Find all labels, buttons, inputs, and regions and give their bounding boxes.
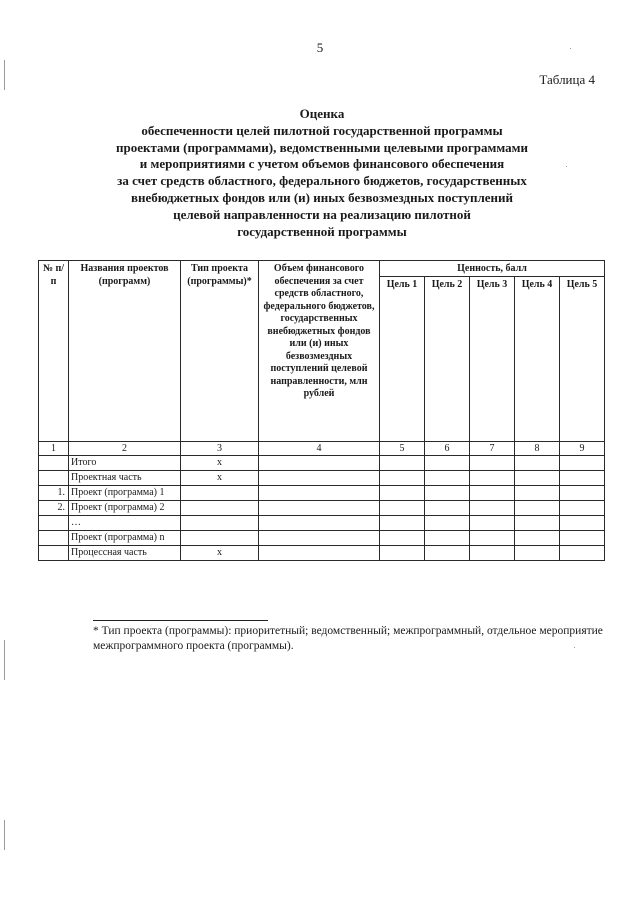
col-header-value-group: Ценность, балл [380, 261, 605, 277]
row-number [39, 456, 69, 471]
column-number-row [39, 442, 605, 456]
column-number: 4 [259, 442, 380, 456]
row-volume [259, 456, 380, 471]
row-goal-5 [560, 516, 605, 531]
column-number: 9 [560, 442, 605, 456]
row-goal-4 [515, 486, 560, 501]
row-name: Проектная часть [69, 471, 181, 486]
col-header-type: Тип проекта (программы)* [181, 261, 259, 442]
column-number: 1 [39, 442, 69, 456]
heading-line: целевой направленности на реализацию пилотной [173, 206, 471, 222]
table-row [39, 471, 605, 486]
row-goal-1 [380, 531, 425, 546]
row-name: Проект (программа) n [69, 531, 181, 546]
row-name: … [69, 516, 181, 531]
row-type: x [181, 471, 259, 486]
table-heading [60, 106, 584, 240]
column-number: 8 [515, 442, 560, 456]
row-volume [259, 531, 380, 546]
row-goal-4 [515, 471, 560, 486]
evaluation-table [38, 260, 605, 561]
scan-speck [566, 166, 567, 167]
row-goal-2 [425, 471, 470, 486]
row-goal-3 [470, 486, 515, 501]
row-goal-1 [380, 456, 425, 471]
col-header-goal-3: Цель 3 [470, 277, 515, 442]
row-goal-5 [560, 486, 605, 501]
col-header-num: № п/п [39, 261, 69, 442]
column-number: 5 [380, 442, 425, 456]
row-type: x [181, 546, 259, 561]
row-type: x [181, 456, 259, 471]
row-goal-2 [425, 486, 470, 501]
scan-speck [570, 48, 571, 49]
row-type [181, 501, 259, 516]
heading-line: Оценка [299, 106, 345, 121]
row-type [181, 516, 259, 531]
row-goal-4 [515, 456, 560, 471]
row-goal-5 [560, 501, 605, 516]
row-number [39, 471, 69, 486]
row-name: Проект (программа) 1 [69, 486, 181, 501]
row-volume [259, 516, 380, 531]
heading-line: за счет средств областного, федерального бюджетов, государственных [117, 173, 527, 189]
header-row [39, 261, 605, 277]
row-goal-5 [560, 531, 605, 546]
row-name: Проект (программа) 2 [69, 501, 181, 516]
footnote-separator [93, 620, 268, 621]
row-goal-4 [515, 546, 560, 561]
col-header-goal-5: Цель 5 [560, 277, 605, 442]
column-number: 7 [470, 442, 515, 456]
heading-line: и мероприятиями с учетом объемов финансового обеспечения [139, 156, 505, 172]
scan-speck [4, 640, 5, 680]
row-goal-2 [425, 516, 470, 531]
table-row [39, 486, 605, 501]
row-goal-3 [470, 546, 515, 561]
column-number: 6 [425, 442, 470, 456]
scan-speck [4, 820, 5, 850]
row-goal-3 [470, 456, 515, 471]
row-goal-1 [380, 501, 425, 516]
row-volume [259, 501, 380, 516]
row-name: Процессная часть [69, 546, 181, 561]
row-type [181, 486, 259, 501]
column-number: 3 [181, 442, 259, 456]
row-goal-2 [425, 531, 470, 546]
table-row [39, 456, 605, 471]
row-name: Итого [69, 456, 181, 471]
row-goal-5 [560, 456, 605, 471]
row-goal-1 [380, 471, 425, 486]
row-goal-4 [515, 501, 560, 516]
col-header-goal-1: Цель 1 [380, 277, 425, 442]
row-number [39, 546, 69, 561]
col-header-goal-4: Цель 4 [515, 277, 560, 442]
table-row [39, 531, 605, 546]
row-goal-5 [560, 546, 605, 561]
col-header-volume: Объем финансового обеспечения за счет средств областного, федерального бюджетов, государственных внебюджетных фондов или (и) иных безвозмездных поступлений целевой направленности, млн рублей [259, 261, 380, 442]
row-goal-3 [470, 531, 515, 546]
col-header-name: Названия проектов (программ) [69, 261, 181, 442]
row-goal-3 [470, 516, 515, 531]
table-row [39, 501, 605, 516]
heading-line: проектами (программами), ведомственными целевыми программами [116, 139, 528, 155]
heading-line: государственной программы [237, 223, 407, 239]
scan-speck [4, 60, 5, 90]
column-number: 2 [69, 442, 181, 456]
row-goal-5 [560, 471, 605, 486]
row-goal-2 [425, 546, 470, 561]
row-number: 2. [39, 501, 69, 516]
row-goal-3 [470, 471, 515, 486]
row-type [181, 531, 259, 546]
page-number: 5 [316, 40, 324, 55]
row-volume [259, 546, 380, 561]
row-number [39, 531, 69, 546]
row-goal-3 [470, 501, 515, 516]
row-goal-4 [515, 516, 560, 531]
row-volume [259, 471, 380, 486]
row-number: 1. [39, 486, 69, 501]
col-header-goal-2: Цель 2 [425, 277, 470, 442]
row-goal-2 [425, 456, 470, 471]
row-number [39, 516, 69, 531]
heading-line: обеспеченности целей пилотной государственной программы [141, 122, 503, 138]
heading-line: внебюджетных фондов или (и) иных безвозмездных поступлений [130, 189, 514, 205]
table-row [39, 516, 605, 531]
row-volume [259, 486, 380, 501]
table-label: Таблица 4 [539, 72, 595, 87]
scan-speck [574, 647, 575, 648]
row-goal-2 [425, 501, 470, 516]
row-goal-1 [380, 516, 425, 531]
footnote: * Тип проекта (программы): приоритетный; ведомственный; межпрограммный, отдельное мероприятие межпрограммного проекта (программы). [93, 625, 603, 652]
row-goal-1 [380, 486, 425, 501]
table-row [39, 546, 605, 561]
row-goal-4 [515, 531, 560, 546]
row-goal-1 [380, 546, 425, 561]
